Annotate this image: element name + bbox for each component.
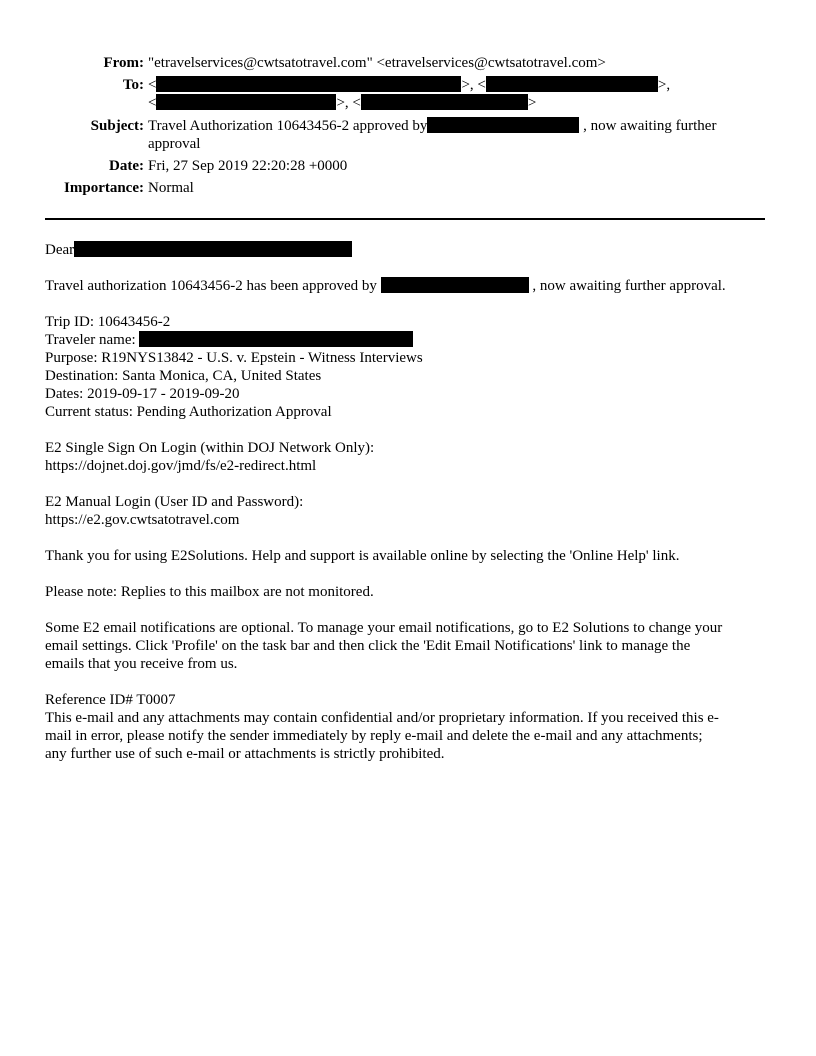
date-value: Fri, 27 Sep 2019 22:20:28 +0000 <box>148 158 348 174</box>
from-value: "etravelservices@cwtsatotravel.com" <etravelservices@cwtsatotravel.com> <box>148 55 606 71</box>
redaction-bar <box>381 277 529 293</box>
redaction-bar <box>427 117 579 133</box>
header-divider <box>45 218 765 220</box>
redaction-bar <box>156 94 336 110</box>
importance-label: Importance: <box>64 180 144 196</box>
reference-id: Reference ID# T0007 <box>45 692 176 708</box>
subject-value-line1: Travel Authorization 10643456-2 approved by , now awaiting further <box>148 118 717 134</box>
subject-value-line2: approval <box>148 136 201 152</box>
trip-details <box>45 313 769 421</box>
redaction-bar <box>156 76 461 92</box>
disclaimer: This e-mail and any attachments may contain confidential and/or proprietary information. If you received this e- <box>45 710 719 726</box>
sso-url[interactable]: https://dojnet.doj.gov/jmd/fs/e2-redirect.html <box>45 458 317 474</box>
date-label: Date: <box>109 158 144 174</box>
thanks-paragraph: Thank you for using E2Solutions. Help and support is available online by selecting the 'Online Help' link. <box>45 548 680 564</box>
to-label: To: <box>122 77 144 93</box>
redaction-bar <box>486 76 658 92</box>
traveler-name: Traveler name: <box>45 331 769 349</box>
email-body <box>45 241 769 259</box>
to-value-line2: < >, < > <box>148 95 537 111</box>
redaction-bar <box>361 94 528 110</box>
approval-paragraph: Travel authorization 10643456-2 has been approved by , now awaiting further approval. <box>45 278 726 294</box>
trip-id: Trip ID: 10643456-2 <box>45 314 171 330</box>
importance-value: Normal <box>148 180 194 196</box>
sso-login <box>45 439 769 475</box>
reference-paragraph: Reference ID# T0007 This e-mail and any attachments may contain confidential and/or proprietary information. If you received this e- mail in error, please notify the sender immediately by reply e-mail and delete the e-mail and any attachments; any further use of such e-mail or attachments is strictly prohibited. <box>45 691 769 763</box>
greeting: Dear <box>45 241 769 259</box>
purpose: Purpose: R19NYS13842 - U.S. v. Epstein - Witness Interviews <box>45 350 423 366</box>
current-status: Current status: Pending Authorization Approval <box>45 404 332 420</box>
sso-label: E2 Single Sign On Login (within DOJ Network Only): <box>45 440 375 456</box>
redaction-bar <box>139 331 413 347</box>
manual-login <box>45 493 769 529</box>
redaction-bar <box>74 241 352 257</box>
optional-notifications-paragraph: Some E2 email notifications are optional. To manage your email notifications, go to E2 Solutions to change your email settings. Click 'Profile' on the task bar and then click the 'Edit Email Notifications' link to manage the emails that you receive from us. <box>45 620 723 672</box>
destination: Destination: Santa Monica, CA, United States <box>45 368 322 384</box>
from-label: From: <box>103 55 144 71</box>
to-value-line1: < >, < >, <box>148 77 671 93</box>
dates: Dates: 2019-09-17 - 2019-09-20 <box>45 386 240 402</box>
note-paragraph: Please note: Replies to this mailbox are not monitored. <box>45 584 374 600</box>
subject-label: Subject: <box>90 118 144 134</box>
manual-label: E2 Manual Login (User ID and Password): <box>45 494 304 510</box>
manual-url[interactable]: https://e2.gov.cwtsatotravel.com <box>45 512 240 528</box>
